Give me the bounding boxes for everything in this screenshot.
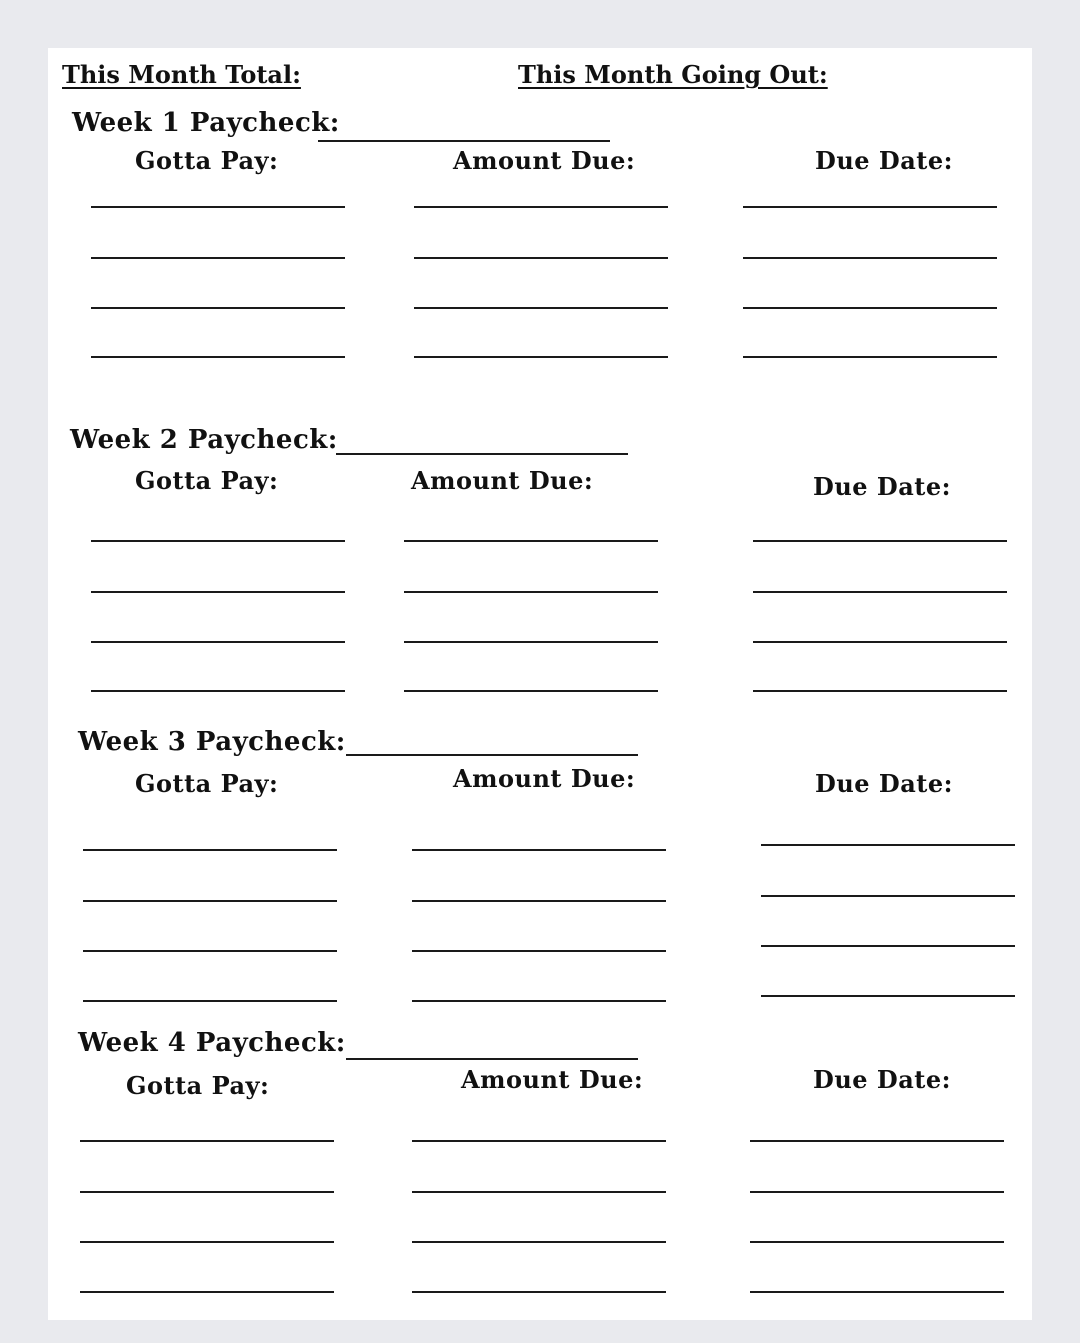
due-date-line[interactable] [761,995,1015,997]
gotta-pay-line[interactable] [91,540,345,542]
gotta-pay-line[interactable] [91,690,345,692]
gotta-pay-line[interactable] [91,356,345,358]
gotta-pay-line[interactable] [80,1241,334,1243]
week-title: Week 2 Paycheck: [70,425,338,455]
col-header-due-date: Due Date: [813,472,951,501]
amount-due-line[interactable] [412,1140,666,1142]
col-header-amount-due: Amount Due: [453,146,636,175]
paycheck-amount-line[interactable] [346,754,638,756]
amount-due-line[interactable] [412,1241,666,1243]
gotta-pay-line[interactable] [91,307,345,309]
due-date-line[interactable] [753,641,1007,643]
due-date-line[interactable] [753,591,1007,593]
gotta-pay-line[interactable] [91,641,345,643]
gotta-pay-line[interactable] [91,591,345,593]
amount-due-line[interactable] [414,307,668,309]
week-title: Week 3 Paycheck: [78,727,346,757]
col-header-amount-due: Amount Due: [461,1065,644,1094]
col-header-due-date: Due Date: [815,769,953,798]
col-header-gotta-pay: Gotta Pay: [135,466,279,495]
gotta-pay-line[interactable] [80,1191,334,1193]
gotta-pay-line[interactable] [91,206,345,208]
gotta-pay-line[interactable] [83,900,337,902]
week-title: Week 4 Paycheck: [78,1028,346,1058]
due-date-line[interactable] [750,1191,1004,1193]
due-date-line[interactable] [753,690,1007,692]
due-date-line[interactable] [743,307,997,309]
due-date-line[interactable] [743,257,997,259]
month-going-out-label: This Month Going Out: [518,60,828,89]
amount-due-line[interactable] [404,690,658,692]
due-date-line[interactable] [743,356,997,358]
col-header-amount-due: Amount Due: [411,466,594,495]
amount-due-line[interactable] [404,540,658,542]
month-total-label: This Month Total: [62,60,301,89]
amount-due-line[interactable] [412,900,666,902]
amount-due-line[interactable] [412,1291,666,1293]
gotta-pay-line[interactable] [83,849,337,851]
col-header-gotta-pay: Gotta Pay: [135,146,279,175]
col-header-amount-due: Amount Due: [453,764,636,793]
due-date-line[interactable] [750,1140,1004,1142]
amount-due-line[interactable] [412,1000,666,1002]
col-header-due-date: Due Date: [815,146,953,175]
due-date-line[interactable] [753,540,1007,542]
amount-due-line[interactable] [412,1191,666,1193]
budget-worksheet [48,48,1032,1320]
due-date-line[interactable] [761,844,1015,846]
due-date-line[interactable] [750,1241,1004,1243]
gotta-pay-line[interactable] [91,257,345,259]
due-date-line[interactable] [750,1291,1004,1293]
paycheck-amount-line[interactable] [336,453,628,455]
amount-due-line[interactable] [414,206,668,208]
col-header-gotta-pay: Gotta Pay: [126,1071,270,1100]
due-date-line[interactable] [761,945,1015,947]
col-header-due-date: Due Date: [813,1065,951,1094]
amount-due-line[interactable] [412,849,666,851]
gotta-pay-line[interactable] [80,1291,334,1293]
gotta-pay-line[interactable] [83,950,337,952]
amount-due-line[interactable] [414,257,668,259]
amount-due-line[interactable] [414,356,668,358]
col-header-gotta-pay: Gotta Pay: [135,769,279,798]
gotta-pay-line[interactable] [80,1140,334,1142]
due-date-line[interactable] [761,895,1015,897]
week-title: Week 1 Paycheck: [72,108,340,138]
paycheck-amount-line[interactable] [318,140,610,142]
gotta-pay-line[interactable] [83,1000,337,1002]
amount-due-line[interactable] [412,950,666,952]
paycheck-amount-line[interactable] [346,1058,638,1060]
due-date-line[interactable] [743,206,997,208]
amount-due-line[interactable] [404,591,658,593]
amount-due-line[interactable] [404,641,658,643]
